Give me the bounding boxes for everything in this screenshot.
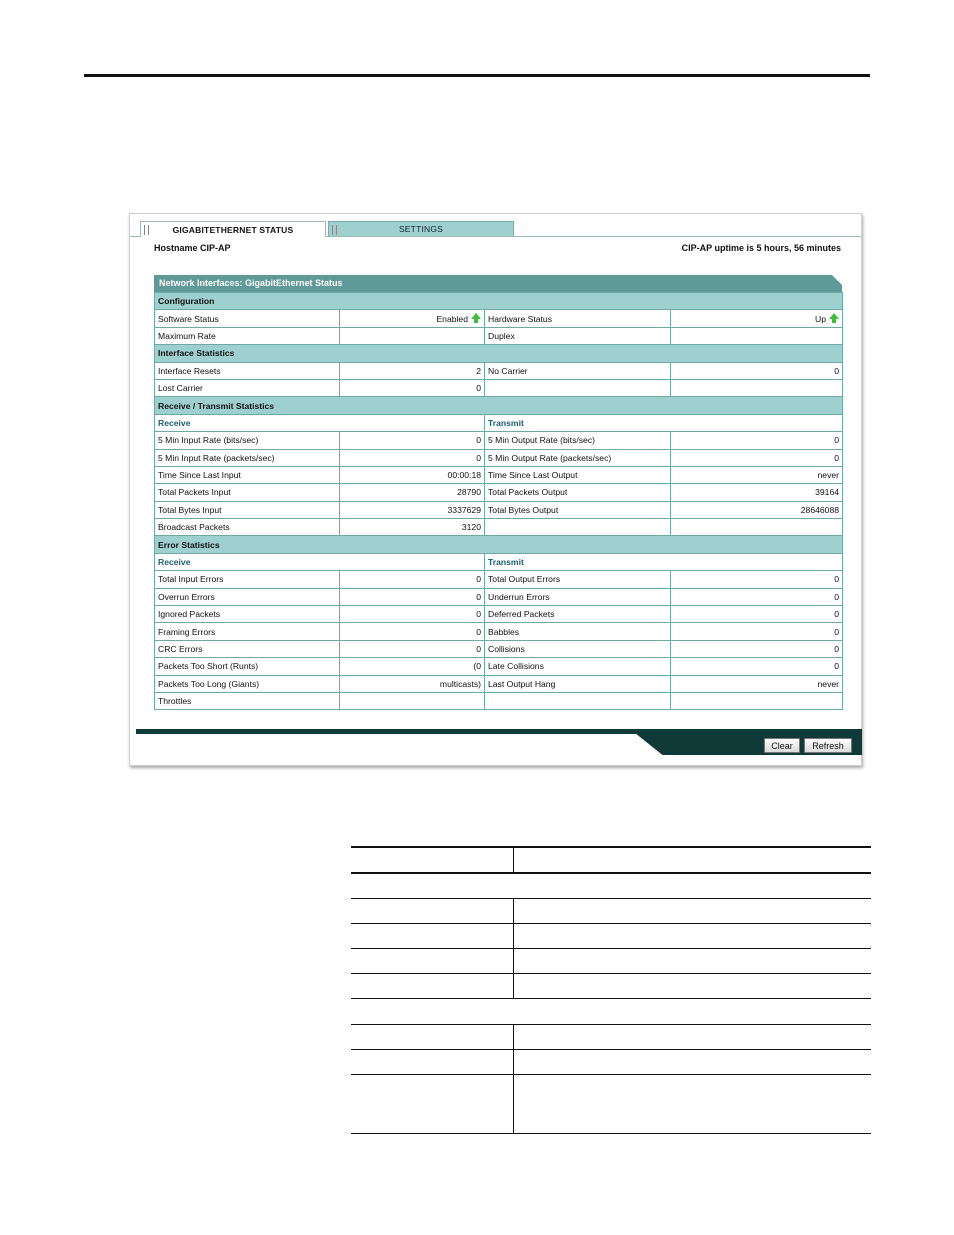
stat-label xyxy=(155,640,340,657)
stat-label xyxy=(485,571,671,588)
stat-label-text: 5 Min Input Rate (packets/sec) xyxy=(158,452,275,463)
stat-value xyxy=(671,623,843,640)
stat-label-text: Duplex xyxy=(488,330,515,341)
stat-label xyxy=(485,327,671,344)
doc-table-header-row xyxy=(351,848,871,874)
stat-label xyxy=(485,466,671,483)
stat-value-text: 28646088 xyxy=(800,504,840,515)
stat-value xyxy=(671,379,843,396)
stat-value xyxy=(671,692,843,709)
page-top-rule xyxy=(84,74,870,77)
stat-value-text: 2 xyxy=(476,365,481,376)
stat-value-text: 3337629 xyxy=(447,504,481,515)
stat-label-text: Total Bytes Input xyxy=(158,504,222,515)
stat-value-text: 0 xyxy=(476,383,481,394)
stat-label-text: 5 Min Output Rate (bits/sec) xyxy=(488,435,595,446)
stat-value xyxy=(340,675,485,692)
stat-label xyxy=(155,623,340,640)
stat-label-text: Time Since Last Output xyxy=(488,470,578,481)
stat-value xyxy=(340,658,485,675)
doc-table-row xyxy=(351,899,871,924)
stat-label-text: Software Status xyxy=(158,313,219,324)
stat-value xyxy=(340,606,485,623)
stat-value xyxy=(340,379,485,396)
stat-label-text: Total Packets Output xyxy=(488,487,568,498)
stat-value-text: 0 xyxy=(476,591,481,602)
stat-value xyxy=(671,606,843,623)
table-row xyxy=(155,484,843,501)
stat-value-text: 0 xyxy=(834,452,840,463)
doc-column-divider xyxy=(513,949,514,973)
stat-value xyxy=(671,310,843,327)
status-panel xyxy=(154,275,842,710)
stat-value xyxy=(671,327,843,344)
stat-value-text: 0 xyxy=(476,626,481,637)
tab-gigabitethernet-status[interactable] xyxy=(140,221,326,237)
stat-value xyxy=(671,466,843,483)
stat-label xyxy=(485,379,671,396)
table-row xyxy=(155,640,843,657)
stat-label-text: Packets Too Long (Giants) xyxy=(158,678,260,689)
stat-label xyxy=(485,640,671,657)
table-row xyxy=(155,466,843,483)
stat-value-text: (0 xyxy=(473,661,481,672)
stat-value xyxy=(340,466,485,483)
stat-value xyxy=(340,571,485,588)
receive-transmit-statistics-section-header xyxy=(155,397,843,414)
clear-button[interactable]: Clear xyxy=(764,738,800,753)
stat-label xyxy=(155,658,340,675)
stat-value-text: 39164 xyxy=(815,487,840,498)
transmit-label: Transmit xyxy=(485,553,843,570)
doc-column-divider xyxy=(513,974,514,998)
stat-value xyxy=(671,432,843,449)
stat-value-text: 0 xyxy=(834,644,840,654)
stat-label xyxy=(155,675,340,692)
receive-label: Receive xyxy=(155,414,485,431)
stat-value xyxy=(671,501,843,518)
stat-value-text: 0 xyxy=(834,435,840,446)
doc-column-divider xyxy=(513,848,514,872)
stat-label xyxy=(485,484,671,501)
receive-transmit-statistics-subheader xyxy=(155,414,843,431)
status-table xyxy=(154,292,843,710)
stat-label-text: Overrun Errors xyxy=(158,591,215,602)
stat-label xyxy=(485,310,671,327)
stat-label xyxy=(155,310,340,327)
stat-label xyxy=(155,379,340,396)
table-row xyxy=(155,519,843,536)
stat-label xyxy=(485,606,671,623)
stat-value-text: never xyxy=(817,470,840,481)
stat-label-text: Late Collisions xyxy=(488,661,544,672)
doc-column-divider xyxy=(513,1050,514,1074)
stat-label-text: Lost Carrier xyxy=(158,383,203,394)
stat-label-text: Maximum Rate xyxy=(158,330,216,341)
stat-label xyxy=(155,501,340,518)
stat-value xyxy=(340,501,485,518)
stat-label-text: 5 Min Input Rate (bits/sec) xyxy=(158,435,259,446)
table-row xyxy=(155,588,843,605)
uptime-label: CIP-AP uptime is 5 hours, 56 minutes xyxy=(681,243,841,253)
stat-value-text: 0 xyxy=(834,365,840,376)
stat-value-text: 28790 xyxy=(457,487,481,498)
doc-table-group-row xyxy=(351,874,871,899)
doc-table-row xyxy=(351,974,871,999)
stat-label xyxy=(155,466,340,483)
section-heading: Configuration xyxy=(155,293,843,310)
stat-value-text: 0 xyxy=(834,661,840,672)
error-statistics-section-header xyxy=(155,536,843,553)
stat-label-text: Total Output Errors xyxy=(488,574,561,585)
stat-label xyxy=(485,432,671,449)
stat-value-text: 0 xyxy=(476,609,481,620)
stat-value xyxy=(340,692,485,709)
stat-value xyxy=(340,519,485,536)
stat-value-text: 0 xyxy=(476,644,481,654)
stat-value-text: 0 xyxy=(476,452,481,463)
stat-value-text: 0 xyxy=(834,609,840,620)
doc-column-divider xyxy=(513,924,514,948)
table-row xyxy=(155,571,843,588)
stat-label-text: Interface Resets xyxy=(158,365,221,376)
status-up-arrow-icon xyxy=(829,313,839,319)
transmit-label: Transmit xyxy=(485,414,843,431)
stat-value xyxy=(340,449,485,466)
section-heading: Error Statistics xyxy=(155,536,843,553)
stat-label xyxy=(155,449,340,466)
stat-label xyxy=(155,362,340,379)
stat-value xyxy=(671,640,843,657)
stat-label xyxy=(485,675,671,692)
stat-value xyxy=(671,484,843,501)
stat-label-text: Throttles xyxy=(158,696,192,707)
table-row xyxy=(155,658,843,675)
stat-value xyxy=(671,588,843,605)
doc-column-divider xyxy=(513,1025,514,1049)
stat-value xyxy=(340,484,485,501)
stat-value-text: 0 xyxy=(476,574,481,585)
stat-value-text: multicasts) xyxy=(439,678,481,689)
doc-table-row xyxy=(351,949,871,974)
interface-statistics-section-header xyxy=(155,345,843,362)
doc-table-row xyxy=(351,924,871,949)
hostname-label: Hostname CIP-AP xyxy=(154,243,231,253)
stat-value-text: never xyxy=(817,678,840,689)
table-row xyxy=(155,310,843,327)
tab-bar xyxy=(130,214,861,238)
document-table xyxy=(351,846,871,1134)
stat-label xyxy=(155,327,340,344)
stat-label-text: Total Input Errors xyxy=(158,574,224,585)
stat-value xyxy=(671,675,843,692)
stat-label xyxy=(155,606,340,623)
table-row xyxy=(155,379,843,396)
stat-value-text: Enabled xyxy=(436,313,468,324)
stat-label-text: Collisions xyxy=(488,644,525,654)
table-row xyxy=(155,501,843,518)
stat-label-text: Packets Too Short (Runts) xyxy=(158,661,259,672)
stat-label xyxy=(155,571,340,588)
stat-label-text: Framing Errors xyxy=(158,626,216,637)
stat-label-text: Broadcast Packets xyxy=(158,522,230,533)
stat-label-text: Underrun Errors xyxy=(488,591,550,602)
table-row xyxy=(155,675,843,692)
stat-label-text: 5 Min Output Rate (packets/sec) xyxy=(488,452,612,463)
tab-label: GIGABITETHERNET STATUS xyxy=(172,224,294,235)
stat-value xyxy=(340,432,485,449)
stat-value xyxy=(671,571,843,588)
doc-column-divider xyxy=(513,899,514,923)
stat-value-text: 0 xyxy=(834,574,840,585)
stat-label-text: No Carrier xyxy=(488,365,528,376)
table-row xyxy=(155,327,843,344)
stat-label xyxy=(485,692,671,709)
table-row xyxy=(155,449,843,466)
table-row xyxy=(155,362,843,379)
refresh-button[interactable]: Refresh xyxy=(804,738,852,753)
stat-value xyxy=(340,327,485,344)
doc-table-row xyxy=(351,1050,871,1075)
stat-value-text: 0 xyxy=(834,626,840,637)
stat-label xyxy=(485,519,671,536)
stat-label xyxy=(155,519,340,536)
receive-label: Receive xyxy=(155,553,485,570)
table-row xyxy=(155,606,843,623)
stat-label xyxy=(155,484,340,501)
tab-label: SETTINGS xyxy=(398,224,444,234)
stat-value xyxy=(340,640,485,657)
gigabitethernet-status-window xyxy=(129,213,862,766)
stat-label-text: Babbles xyxy=(488,626,520,637)
doc-column-divider xyxy=(513,1075,514,1133)
stat-value-text: 00:00:18 xyxy=(447,470,481,481)
stat-value xyxy=(671,519,843,536)
footer-bar xyxy=(136,729,856,759)
stat-value xyxy=(671,658,843,675)
table-row xyxy=(155,692,843,709)
stat-label-text: Total Bytes Output xyxy=(488,504,559,515)
table-row xyxy=(155,432,843,449)
stat-value xyxy=(671,449,843,466)
section-heading: Receive / Transmit Statistics xyxy=(155,397,843,414)
tab-settings[interactable] xyxy=(328,221,514,237)
error-statistics-subheader xyxy=(155,553,843,570)
stat-label-text: CRC Errors xyxy=(158,644,203,654)
stat-label xyxy=(155,432,340,449)
stat-label xyxy=(485,449,671,466)
stat-value-text: Up xyxy=(815,313,827,324)
stat-label-text: Total Packets Input xyxy=(158,487,231,498)
stat-value-text: 0 xyxy=(834,591,840,602)
stat-label xyxy=(485,501,671,518)
stat-label xyxy=(485,362,671,379)
panel-title: Network Interfaces: GigabitEthernet Status xyxy=(154,275,842,292)
stat-label xyxy=(485,623,671,640)
stat-value xyxy=(671,362,843,379)
tab-grip-icon xyxy=(144,225,149,235)
status-up-arrow-icon xyxy=(471,313,481,319)
doc-table-row xyxy=(351,1025,871,1050)
stat-label-text: Hardware Status xyxy=(488,313,553,324)
stat-value-text: 3120 xyxy=(461,522,481,533)
stat-label xyxy=(155,692,340,709)
stat-value xyxy=(340,623,485,640)
stat-label-text: Last Output Hang xyxy=(488,678,556,689)
stat-value xyxy=(340,362,485,379)
stat-label-text: Ignored Packets xyxy=(158,609,221,620)
stat-value-text: 0 xyxy=(476,435,481,446)
stat-label xyxy=(485,588,671,605)
stat-label-text: Deferred Packets xyxy=(488,609,555,620)
configuration-section-header xyxy=(155,293,843,310)
tab-grip-icon xyxy=(332,225,337,235)
stat-value xyxy=(340,310,485,327)
table-row xyxy=(155,623,843,640)
stat-label-text: Time Since Last Input xyxy=(158,470,241,481)
stat-label xyxy=(485,658,671,675)
stat-label xyxy=(155,588,340,605)
section-heading: Interface Statistics xyxy=(155,345,843,362)
doc-table-group-row xyxy=(351,999,871,1025)
doc-table-row xyxy=(351,1075,871,1134)
stat-value xyxy=(340,588,485,605)
